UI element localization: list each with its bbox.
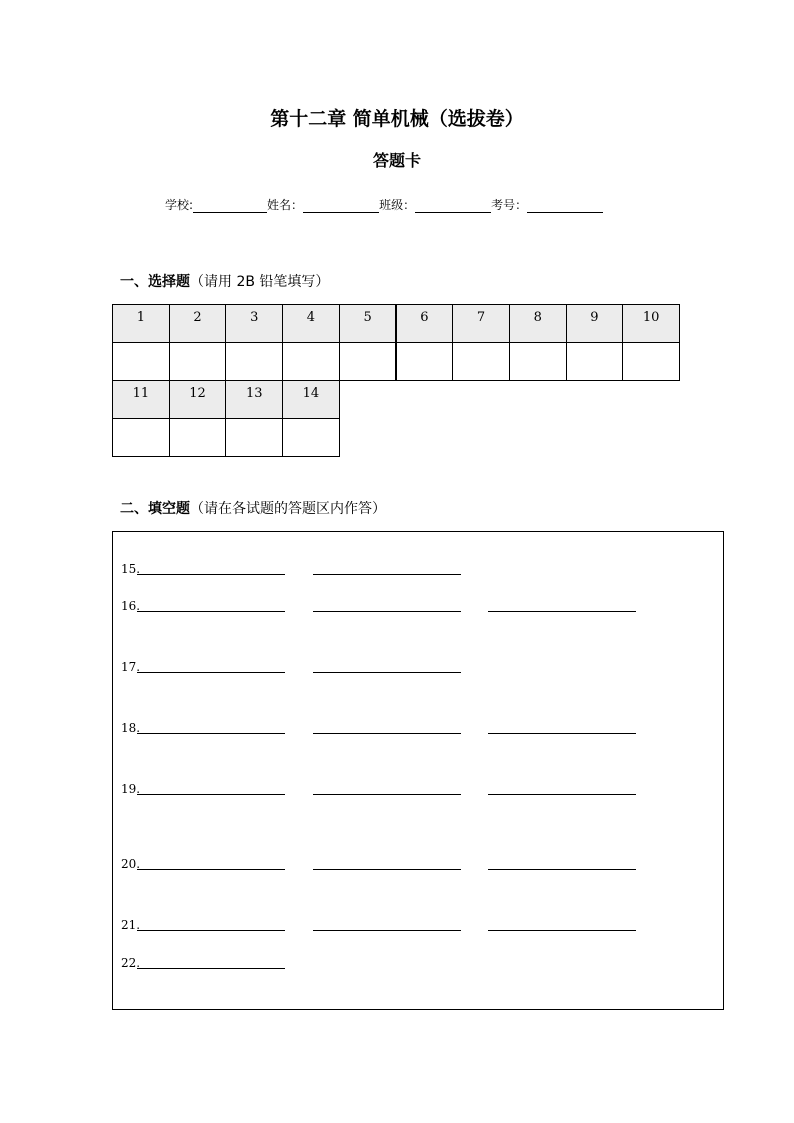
section-fill-note: （请在各试题的答题区内作答） xyxy=(190,501,386,517)
question-number: 18. xyxy=(121,721,141,735)
answer-blank[interactable] xyxy=(313,672,461,673)
question-number: 16. xyxy=(121,599,141,613)
question-number-cell: 11 xyxy=(112,380,170,419)
question-number: 17. xyxy=(121,660,141,674)
question-number-cell: 1 xyxy=(112,304,170,343)
answer-cell[interactable] xyxy=(622,342,680,381)
question-number-cell: 4 xyxy=(282,304,340,343)
fill-in-answer-area xyxy=(112,531,724,1010)
page-title: 第十二章 简单机械（选拔卷） xyxy=(270,108,524,130)
question-number-cell: 13 xyxy=(225,380,283,419)
question-number-cell: 9 xyxy=(566,304,624,343)
answer-cell[interactable] xyxy=(566,342,624,381)
answer-blank[interactable] xyxy=(313,611,461,612)
question-number-cell: 8 xyxy=(509,304,567,343)
question-number-cell: 2 xyxy=(169,304,227,343)
answer-cell[interactable] xyxy=(169,342,227,381)
answer-cell[interactable] xyxy=(396,342,454,381)
answer-cell[interactable] xyxy=(112,342,170,381)
section-choice-title: 一、选择题 xyxy=(120,274,190,290)
question-number-cell: 5 xyxy=(339,304,397,343)
answer-blank[interactable] xyxy=(488,930,636,931)
question-number-cell: 14 xyxy=(282,380,340,419)
class-label: 班级： xyxy=(379,198,416,212)
section-choice-heading xyxy=(120,271,329,291)
question-number: 22. xyxy=(121,956,141,970)
answer-cell[interactable] xyxy=(282,418,340,457)
answer-cell[interactable] xyxy=(225,342,283,381)
page-subtitle: 答题卡 xyxy=(372,151,421,170)
question-number-cell: 7 xyxy=(452,304,510,343)
answer-blank[interactable] xyxy=(313,794,461,795)
section-choice-note: （请用 2B 铅笔填写） xyxy=(190,274,330,290)
answer-blank[interactable] xyxy=(313,930,461,931)
question-number: 20. xyxy=(121,857,141,871)
answer-blank[interactable] xyxy=(488,869,636,870)
exam-no-field[interactable] xyxy=(527,198,603,213)
question-number-cell: 12 xyxy=(169,380,227,419)
answer-blank[interactable] xyxy=(137,574,285,575)
question-number-cell: 6 xyxy=(396,304,454,343)
name-field[interactable] xyxy=(303,198,379,213)
answer-cell[interactable] xyxy=(452,342,510,381)
answer-blank[interactable] xyxy=(137,733,285,734)
answer-blank[interactable] xyxy=(488,733,636,734)
answer-blank[interactable] xyxy=(313,733,461,734)
answer-blank[interactable] xyxy=(488,611,636,612)
answer-cell[interactable] xyxy=(225,418,283,457)
school-field[interactable] xyxy=(193,198,267,213)
question-number-cell: 3 xyxy=(225,304,283,343)
answer-cell[interactable] xyxy=(282,342,340,381)
question-number: 21. xyxy=(121,918,141,932)
school-label: 学校: xyxy=(165,198,194,212)
answer-cell[interactable] xyxy=(339,342,397,381)
student-info-row xyxy=(165,196,645,216)
name-label: 姓名： xyxy=(267,198,304,212)
question-number-cell: 10 xyxy=(622,304,680,343)
section-fill-title: 二、填空题 xyxy=(120,501,190,517)
answer-cell[interactable] xyxy=(112,418,170,457)
answer-blank[interactable] xyxy=(313,869,461,870)
answer-blank[interactable] xyxy=(137,968,285,969)
answer-blank[interactable] xyxy=(137,930,285,931)
answer-blank[interactable] xyxy=(137,869,285,870)
answer-blank[interactable] xyxy=(137,672,285,673)
answer-cell[interactable] xyxy=(509,342,567,381)
section-fill-heading xyxy=(120,498,386,518)
exam-no-label: 考号： xyxy=(491,198,528,212)
answer-blank[interactable] xyxy=(137,794,285,795)
answer-cell[interactable] xyxy=(169,418,227,457)
answer-blank[interactable] xyxy=(488,794,636,795)
class-field[interactable] xyxy=(415,198,491,213)
question-number: 15. xyxy=(121,562,141,576)
answer-blank[interactable] xyxy=(313,574,461,575)
answer-blank[interactable] xyxy=(137,611,285,612)
question-number: 19. xyxy=(121,782,141,796)
